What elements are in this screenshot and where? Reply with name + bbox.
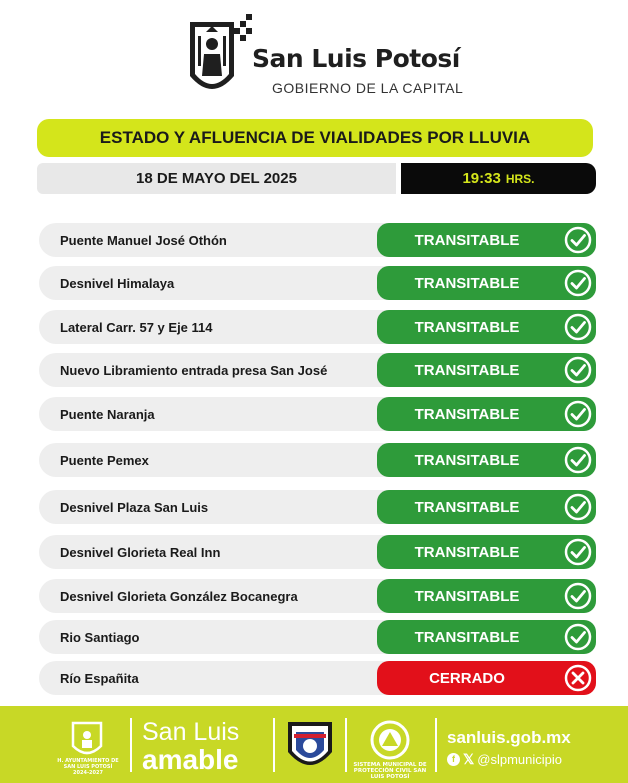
road-row <box>39 661 597 695</box>
header <box>0 0 628 112</box>
social-handle-text: @slpmunicipio <box>477 752 563 767</box>
road-name: Puente Manuel José Othón <box>60 232 227 248</box>
facebook-icon[interactable]: f <box>447 753 460 766</box>
brand-subtitle: GOBIERNO DE LA CAPITAL <box>272 80 464 96</box>
page-title: ESTADO Y AFLUENCIA DE VIALIDADES POR LLUVIA <box>37 119 593 157</box>
road-name: Nuevo Libramiento entrada presa San José <box>60 362 328 378</box>
ayuntamiento-crest-icon <box>70 720 104 758</box>
road-row <box>39 266 597 300</box>
footer <box>0 706 628 783</box>
pixel-decoration-icon <box>232 14 254 42</box>
status-badge <box>377 223 596 257</box>
x-twitter-icon[interactable]: 𝕏 <box>463 751 475 767</box>
status-label: TRANSITABLE <box>414 318 520 336</box>
amable-logo-line1: San Luis <box>142 718 240 746</box>
status-label: TRANSITABLE <box>414 628 520 646</box>
status-label: TRANSITABLE <box>414 405 520 423</box>
road-name: Rio Santiago <box>60 629 140 645</box>
road-name: Puente Naranja <box>60 406 155 422</box>
footer-divider <box>130 718 132 772</box>
footer-divider <box>345 718 347 772</box>
time-value: 19:33 <box>462 170 501 187</box>
road-row <box>39 223 597 257</box>
website-link[interactable]: sanluis.gob.mx <box>447 728 571 747</box>
road-row <box>39 310 597 344</box>
footer-divider <box>435 718 437 772</box>
proteccion-civil-icon <box>370 720 410 760</box>
time-unit: HRS. <box>505 171 535 186</box>
date-time-bar <box>37 163 597 194</box>
status-label: TRANSITABLE <box>414 498 520 516</box>
status-label: TRANSITABLE <box>414 231 520 249</box>
road-name: Desnivel Glorieta Real Inn <box>60 544 221 560</box>
status-label: TRANSITABLE <box>414 543 520 561</box>
status-badge <box>377 490 596 524</box>
road-row <box>39 490 597 524</box>
status-badge <box>377 535 596 569</box>
time-badge <box>401 163 596 194</box>
status-badge <box>377 620 596 654</box>
status-label: TRANSITABLE <box>414 274 520 292</box>
road-name: Puente Pemex <box>60 452 149 468</box>
road-row <box>39 443 597 477</box>
status-label: TRANSITABLE <box>414 451 520 469</box>
proteccion-civil-label: SISTEMA MUNICIPAL DE PROTECCIÓN CIVIL SAN LUIS POTOSÍ <box>353 762 427 780</box>
status-badge <box>377 661 596 695</box>
road-row <box>39 579 597 613</box>
road-name: Desnivel Glorieta González Bocanegra <box>60 588 298 604</box>
status-badge <box>377 310 596 344</box>
road-name: Lateral Carr. 57 y Eje 114 <box>60 319 213 335</box>
police-shield-icon <box>282 718 338 778</box>
status-badge <box>377 266 596 300</box>
status-badge <box>377 579 596 613</box>
road-name: Desnivel Himalaya <box>60 275 175 291</box>
road-row <box>39 353 597 387</box>
date-label: 18 DE MAYO DEL 2025 <box>37 163 396 194</box>
road-row <box>39 397 597 431</box>
social-handle[interactable] <box>447 751 562 768</box>
status-badge <box>377 353 596 387</box>
status-label: TRANSITABLE <box>414 361 520 379</box>
ayuntamiento-label: H. AYUNTAMIENTO DE SAN LUIS POTOSÍ 2024-2027 <box>57 758 119 776</box>
road-row <box>39 535 597 569</box>
crest-logo-icon <box>186 14 238 102</box>
status-label: TRANSITABLE <box>414 587 520 605</box>
road-name: Río Españita <box>60 670 139 686</box>
road-name: Desnivel Plaza San Luis <box>60 499 209 515</box>
status-badge <box>377 443 596 477</box>
brand-title: San Luis Potosí <box>252 44 460 73</box>
amable-logo-line2: amable <box>142 744 239 775</box>
status-badge <box>377 397 596 431</box>
footer-divider <box>273 718 275 772</box>
road-row <box>39 620 597 654</box>
status-label: CERRADO <box>429 669 505 687</box>
